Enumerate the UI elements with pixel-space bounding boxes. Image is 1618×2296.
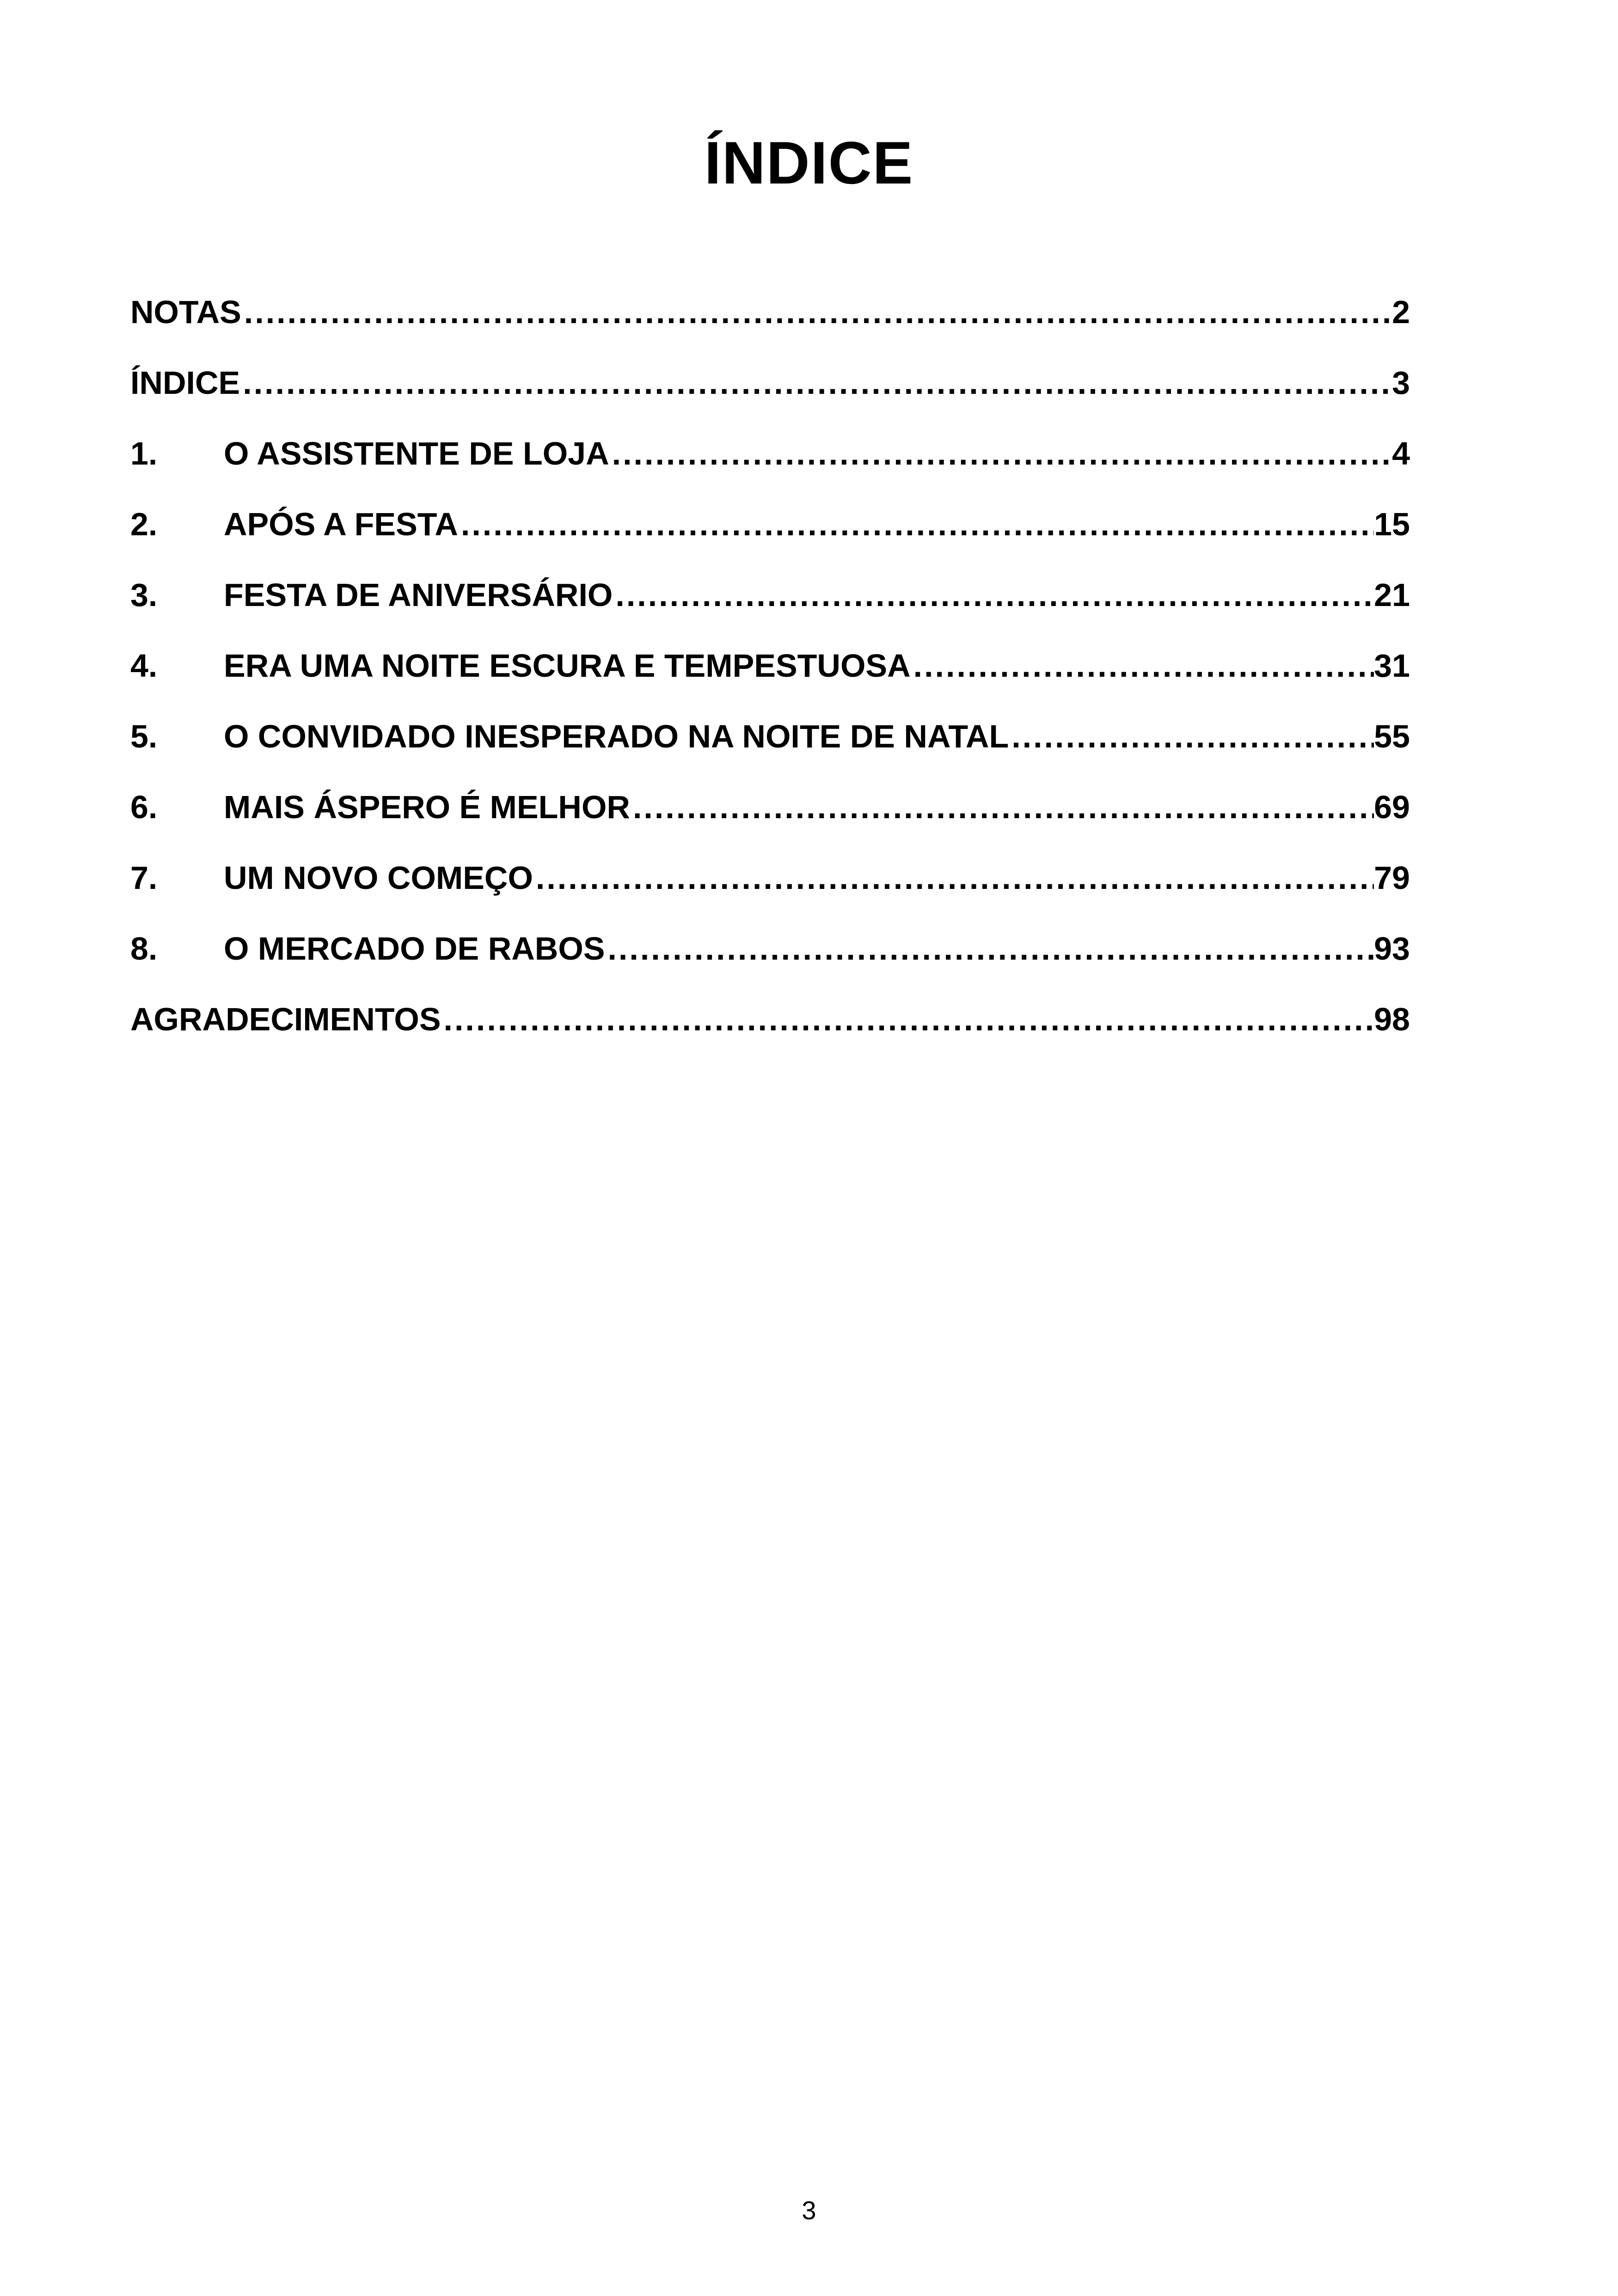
toc-entry-page: 93	[1374, 931, 1410, 967]
toc-entry-number: 3.	[130, 577, 158, 613]
toc-entry-label: O ASSISTENTE DE LOJA	[224, 435, 609, 471]
toc-entry-page: 55	[1374, 718, 1410, 754]
toc-dot-leader	[630, 784, 1374, 830]
toc-entry-label: UM NOVO COMEÇO	[224, 860, 533, 896]
toc-entry-chapter-1[interactable]	[130, 430, 1410, 501]
toc-entry-agradecimentos[interactable]	[130, 996, 1410, 1067]
toc-entry-page: 21	[1374, 577, 1410, 613]
toc-entry-label: AGRADECIMENTOS	[130, 1001, 441, 1037]
toc-entry-notas[interactable]	[130, 289, 1410, 360]
toc-entry-label: NOTAS	[130, 294, 241, 330]
toc-entry-page: 31	[1374, 648, 1410, 684]
page-number: 3	[802, 2196, 816, 2225]
toc-dot-leader	[533, 855, 1374, 901]
toc-entry-chapter-6[interactable]	[130, 784, 1410, 855]
toc-entry-chapter-7[interactable]	[130, 855, 1410, 925]
toc-entry-chapter-2[interactable]	[130, 501, 1410, 572]
toc-entry-chapter-3[interactable]	[130, 572, 1410, 643]
toc-dot-leader	[441, 996, 1374, 1042]
toc-entry-number: 4.	[130, 648, 158, 684]
toc-entry-page: 4	[1392, 435, 1410, 471]
toc-entry-label: MAIS ÁSPERO É MELHOR	[224, 789, 630, 825]
toc-entry-chapter-4[interactable]	[130, 643, 1410, 713]
toc-entry-page: 15	[1374, 506, 1410, 542]
page-title: ÍNDICE	[704, 129, 914, 197]
toc-entry-page: 79	[1374, 860, 1410, 896]
toc-entry-label: ÍNDICE	[130, 365, 240, 401]
toc-dot-leader	[1009, 713, 1374, 759]
toc-entry-page: 98	[1374, 1001, 1410, 1037]
toc-entry-number: 6.	[130, 789, 158, 825]
table-of-contents	[130, 289, 1410, 1067]
toc-dot-leader	[240, 360, 1392, 406]
toc-entry-label: APÓS A FESTA	[224, 506, 458, 542]
toc-entry-page: 3	[1392, 365, 1410, 401]
toc-dot-leader	[458, 501, 1374, 547]
toc-entry-label: O MERCADO DE RABOS	[224, 931, 605, 967]
toc-dot-leader	[911, 643, 1374, 689]
toc-entry-chapter-8[interactable]	[130, 925, 1410, 996]
toc-entry-number: 1.	[130, 435, 158, 471]
toc-entry-number: 5.	[130, 718, 158, 754]
toc-entry-number: 2.	[130, 506, 158, 542]
toc-entry-label: ERA UMA NOITE ESCURA E TEMPESTUOSA	[224, 648, 911, 684]
toc-entry-chapter-5[interactable]	[130, 713, 1410, 784]
toc-dot-leader	[613, 572, 1374, 618]
toc-dot-leader	[241, 289, 1392, 335]
toc-entry-label: O CONVIDADO INESPERADO NA NOITE DE NATAL	[224, 718, 1009, 754]
toc-entry-label: FESTA DE ANIVERSÁRIO	[224, 577, 613, 613]
toc-entry-indice[interactable]	[130, 360, 1410, 430]
toc-dot-leader	[609, 430, 1392, 477]
toc-entry-number: 7.	[130, 860, 158, 896]
toc-entry-page: 69	[1374, 789, 1410, 825]
toc-entry-number: 8.	[130, 931, 158, 967]
toc-dot-leader	[605, 925, 1374, 972]
toc-entry-page: 2	[1392, 294, 1410, 330]
